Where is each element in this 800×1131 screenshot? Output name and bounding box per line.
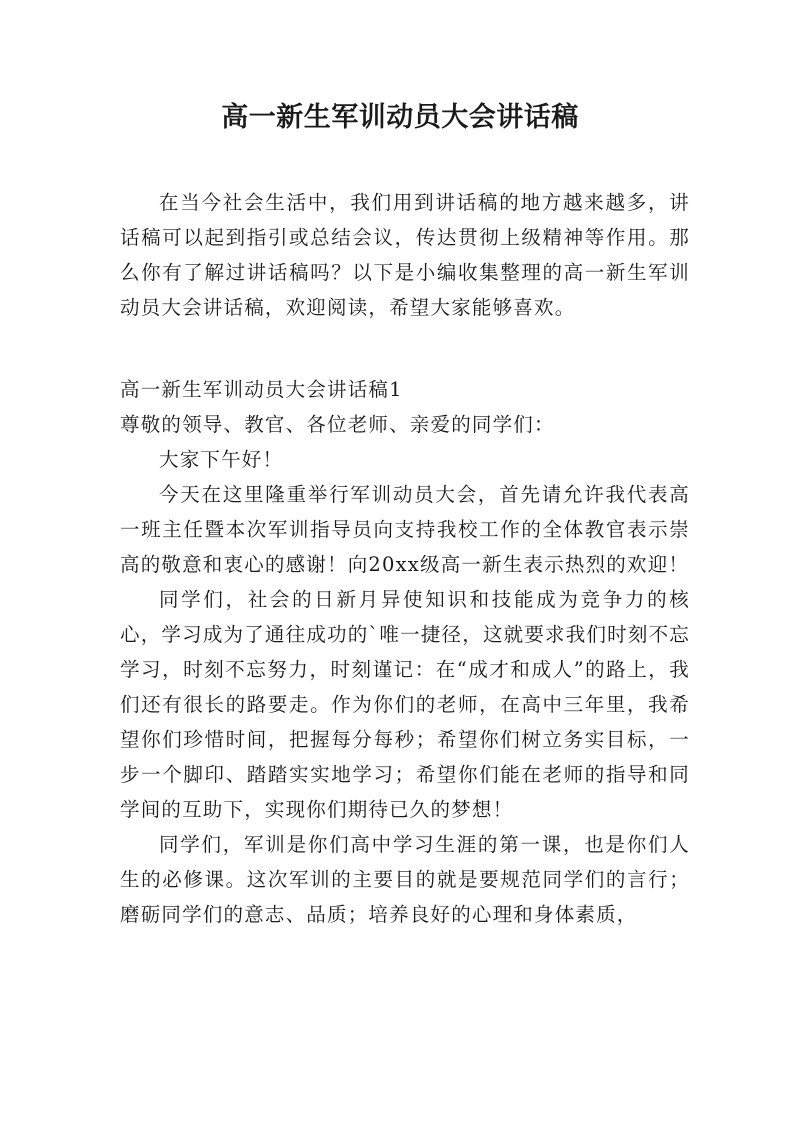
salutation: 尊敬的领导、教官、各位老师、亲爱的同学们： [120,413,555,436]
intro-paragraph: 在当今社会生活中，我们用到讲话稿的地方越来越多，讲话稿可以起到指引或总结会议，传达贯彻上级精神等作用。那么你有了解过讲话稿吗？以下是小编收集整理的高一新生军训动员大会讲话稿，欢迎阅读，希望大家能够喜欢。 [120,191,690,319]
intro-block [120,185,690,325]
greeting: 大家下午好！ [159,448,284,471]
body-paragraph-2: 同学们，社会的日新月异使知识和技能成为竞争力的核心，学习成为了通往成功的`唯一捷径，这就要求我们时刻不忘学习，时刻不忘努力，时刻谨记：在“成才和成人”的路上，我们还有很长的路要走。作为你们的老师，在高中三年里，我希望你们珍惜时间，把握每分每秒；希望你们树立务实目标，一步一个脚印、踏踏实实地学习；希望你们能在老师的指导和同学间的互助下，实现你们期待已久的梦想！ [120,588,690,821]
document-title: 高一新生军训动员大会讲话稿 [221,102,579,133]
section-heading: 高一新生军训动员大会讲话稿1 [120,378,403,401]
speech-body [120,372,690,932]
body-paragraph-1: 今天在这里隆重举行军训动员大会，首先请允许我代表高一班主任暨本次军训指导员向支持我校工作的全体教官表示崇高的敬意和衷心的感谢！向20xx级高一新生表示热烈的欢迎！ [120,483,690,576]
body-paragraph-3: 同学们，军训是你们高中学习生涯的第一课，也是你们人生的必修课。这次军训的主要目的就是要规范同学们的言行；磨砺同学们的意志、品质；培养良好的心理和身体素质， [120,833,690,926]
